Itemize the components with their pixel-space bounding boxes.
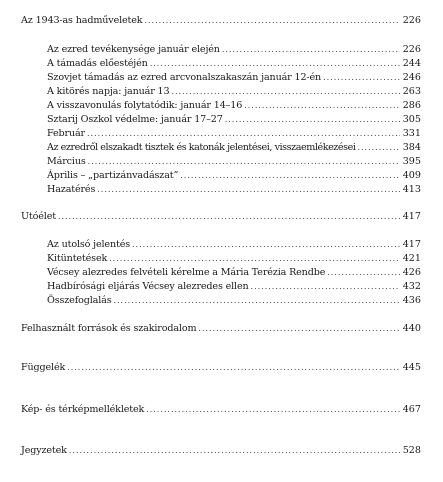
toc-entry-title: Jegyzetek	[21, 445, 67, 456]
toc-page-number: 413	[402, 184, 421, 195]
toc-page-number: 417	[402, 211, 421, 222]
dot-leader	[251, 281, 400, 293]
toc-entry	[47, 142, 421, 154]
dot-leader	[323, 72, 400, 84]
toc-entry	[47, 239, 421, 251]
toc-entry	[47, 281, 421, 293]
toc-entry-title: Szovjet támadás az ezred arcvonalszakaszán január 12-én	[47, 72, 322, 83]
toc-page-number: 421	[402, 253, 421, 264]
dot-leader	[222, 44, 400, 56]
toc-entry-title: Február	[47, 128, 85, 139]
dot-leader	[69, 445, 400, 457]
toc-entry	[47, 253, 421, 265]
dot-leader	[144, 15, 399, 27]
toc-entry	[47, 44, 421, 56]
toc-entry-title: Kép- és térképmellékletek	[21, 404, 145, 415]
toc-entry-title: Hazatérés	[47, 184, 96, 195]
toc-entry-title: Kitüntetések	[47, 253, 108, 264]
toc-entry-title: A támadás előestéjén	[47, 58, 148, 69]
toc-entry	[47, 170, 421, 182]
toc-page-number: 244	[402, 58, 421, 69]
toc-entry-title: Az ezredről elszakadt tisztek és katonák jelentései, visszaemlékezései	[47, 142, 356, 153]
toc-entry-title: A visszavonulás folytatódik: január 14–16	[47, 100, 243, 111]
toc-page-number: 246	[402, 72, 421, 83]
dot-leader	[58, 211, 400, 223]
dot-leader	[132, 239, 400, 251]
dot-leader	[88, 156, 400, 168]
toc-entry-section	[21, 323, 421, 335]
toc-entry-title: Felhasznált források és szakirodalom	[21, 323, 197, 334]
toc-entry-title: Függelék	[21, 362, 66, 373]
toc-entry	[47, 100, 421, 112]
toc-page-number: 331	[402, 128, 421, 139]
toc-entry-title: Hadbírósági eljárás Vécsey alezredes ellen	[47, 281, 249, 292]
toc-page-number: 445	[402, 362, 421, 373]
toc-entry	[47, 156, 421, 168]
toc-page-number: 440	[402, 323, 421, 334]
toc-entry	[47, 58, 421, 70]
toc-page-number: 226	[402, 44, 421, 55]
toc-entry-title: A kitörés napja: január 13	[47, 86, 170, 97]
dot-leader	[113, 295, 399, 307]
dot-leader	[109, 253, 400, 265]
toc-entry-section	[21, 362, 421, 374]
toc-entry-title: Április – „partizánvadászat”	[47, 170, 179, 181]
toc-entry-section	[21, 211, 421, 223]
toc-entry-title: Az ezred tevékenysége január elején	[47, 44, 220, 55]
dot-leader	[87, 128, 400, 140]
dot-leader	[225, 114, 400, 126]
dot-leader	[171, 86, 399, 98]
dot-leader	[357, 142, 399, 154]
toc-page-number: 426	[402, 267, 421, 278]
toc-page-number: 467	[402, 404, 421, 415]
toc-entry-title: Utóélet	[21, 211, 56, 222]
toc-entry-title: Az utolsó jelentés	[47, 239, 130, 250]
toc-entry-section	[21, 404, 421, 416]
toc-page-number: 286	[402, 100, 421, 111]
toc-page-number: 436	[402, 295, 421, 306]
toc-entry	[47, 72, 421, 84]
dot-leader	[67, 362, 400, 374]
toc-entry	[47, 184, 421, 196]
dot-leader	[198, 323, 399, 335]
toc-page-number: 417	[402, 239, 421, 250]
dot-leader	[97, 184, 399, 196]
toc-entry-title: Vécsey alezredes felvételi kérelme a Mária Terézia Rendbe	[47, 267, 326, 278]
toc-entry	[47, 267, 421, 279]
dot-leader	[150, 58, 400, 70]
dot-leader	[244, 100, 399, 112]
toc-entry-section	[21, 15, 421, 27]
toc-page-number: 226	[402, 15, 421, 26]
toc-entry-title: Az 1943-as hadműveletek	[21, 15, 143, 26]
toc-entry-title: Összefoglalás	[47, 295, 112, 306]
toc-entry	[47, 295, 421, 307]
toc-entry	[47, 128, 421, 140]
toc-page-number: 305	[402, 114, 421, 125]
toc-entry	[47, 86, 421, 98]
toc-page-number: 395	[402, 156, 421, 167]
toc-page-number: 528	[402, 445, 421, 456]
toc-page-number: 384	[402, 142, 421, 153]
dot-leader	[327, 267, 399, 279]
dot-leader	[146, 404, 400, 416]
toc-entry-title: Március	[47, 156, 86, 167]
toc-page-number: 409	[402, 170, 421, 181]
toc-page-number: 432	[402, 281, 421, 292]
dot-leader	[180, 170, 399, 182]
toc-entry-title: Sztarij Oszkol védelme: január 17–27	[47, 114, 223, 125]
toc-entry-section	[21, 445, 421, 457]
toc-page-number: 263	[402, 86, 421, 97]
toc-entry	[47, 114, 421, 126]
